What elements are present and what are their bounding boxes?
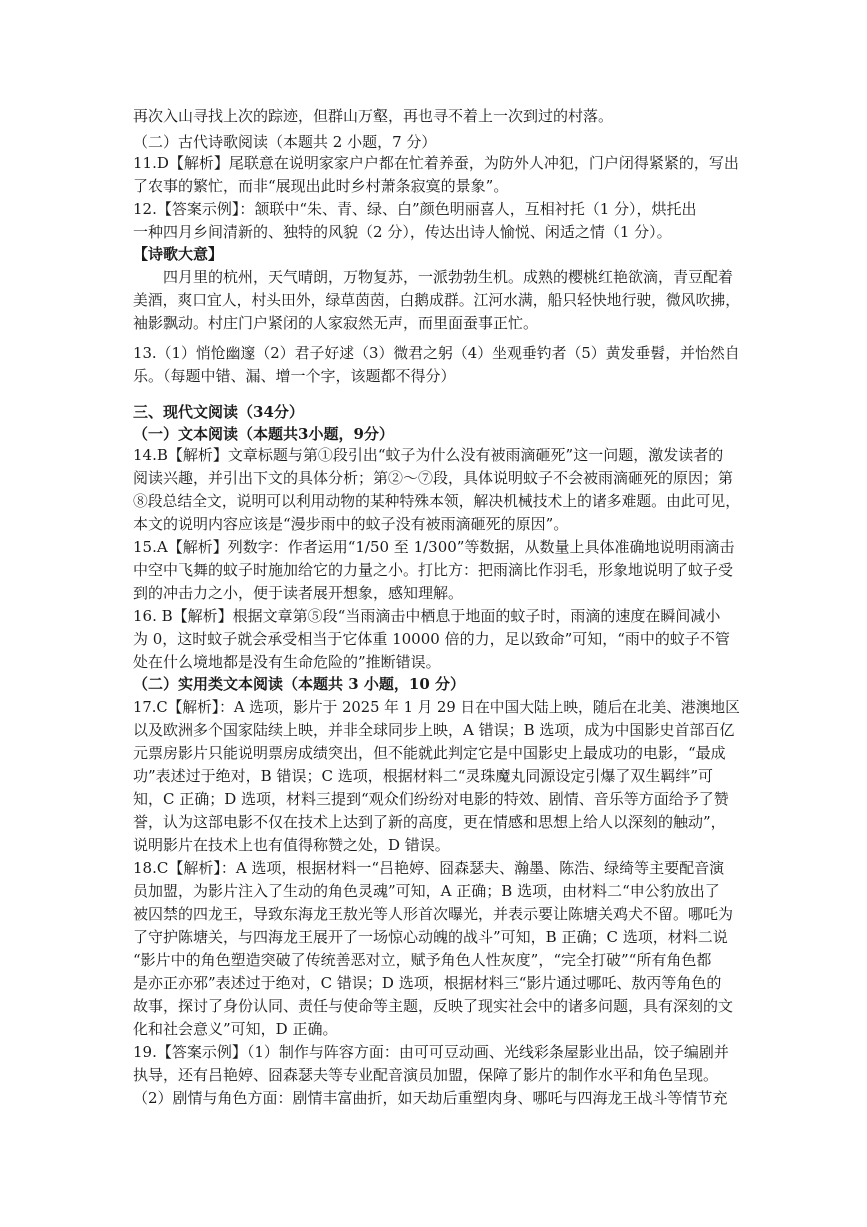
text-line: 以及欧洲多个国家陆续上映，并非全球同步上映，A 错误；B 选项，成为中国影史首部百亿 — [133, 721, 735, 739]
poem-summary-heading: 【诗歌大意】 — [133, 245, 224, 263]
text-line: 中空中飞舞的蚊子时施加给它的力量之小。打比方：把雨滴比作羽毛，形象地说明了蚊子受 — [133, 561, 734, 579]
text-line: 元票房影片只能说明票房成绩突出，但不能就此判定它是中国影史上最成功的电影，“最成 — [133, 744, 726, 762]
section-heading: （二）实用类文本阅读（本题共 3 小题，10 分） — [133, 675, 465, 693]
text-line: 17.C【解析】：A 选项，影片于 2025 年 1 月 29 日在中国大陆上映，随后在北美、港澳地区 — [133, 698, 740, 716]
text-line: 美酒，爽口宜人，村头田外，绿草茵茵，白鹅成群。江河水满，船只轻快地行驶，微风吹拂， — [133, 291, 741, 309]
text-line: 说明影片在技术上也有值得称赞之处，D 错误。 — [133, 836, 450, 854]
text-line: 13.（1）悄怆幽邃（2）君子好逑（3）微君之躬（4）坐观垂钓者（5）黄发垂髫，并怡然自 — [133, 344, 740, 362]
text-line: 19.【答案示例】（1）制作与阵容方面：由可可豆动画、光线彩条屋影业出品，饺子编剧并 — [133, 1043, 729, 1061]
text-line: 处在什么境地都是没有生命危险的”推断错误。 — [133, 653, 441, 671]
text-line: 誉，认为这部电影不仅在技术上达到了新的高度，更在情感和思想上给人以深刻的触动”， — [133, 813, 726, 831]
text-line: 14.B【解析】文章标题与第①段引出“蚊子为什么没有被雨滴砸死”这一问题，激发读者的 — [133, 446, 724, 464]
text-line: ⑧段总结全文，说明可以利用动物的某种特殊本领，解决机械技术上的诸多难题。由此可见， — [133, 492, 741, 510]
text-line: 乐。（每题中错、漏、增一个字，该题都不得分） — [133, 367, 456, 385]
text-line: 为 0，这时蚊子就会承受相当于它体重 10000 倍的力，足以致命”可知，“雨中的蚊子不管 — [133, 630, 730, 648]
text-line: 功”表述过于绝对，B 错误；C 选项，根据材料二“灵珠魔丸同源设定引爆了双生羁绊”可 — [133, 767, 714, 785]
section-heading: 三、现代文阅读（34分） — [133, 403, 304, 421]
text-line: 了守护陈塘关，与四海龙王展开了一场惊心动魄的战斗”可知，B 正确；C 选项，材料二说 — [133, 928, 728, 946]
section-heading: （二）古代诗歌阅读（本题共 2 小题，7 分） — [133, 133, 437, 151]
text-line: 16. B【解析】根据文章第⑤段“当雨滴击中栖息于地面的蚊子时，雨滴的速度在瞬间减小 — [133, 607, 721, 625]
text-line: 一种四月乡间清新的、独特的风貌（2 分），传达出诗人愉悦、闲适之情（1 分）。 — [133, 223, 672, 241]
text-line: 四月里的杭州，天气晴朗，万物复苏，一派勃勃生机。成熟的樱桃红艳欲滴，青豆配着 — [163, 268, 734, 286]
text-line: 11.D【解析】尾联意在说明家家户户都在忙着养蚕，为防外人冲犯，门户闭得紧紧的，写出 — [133, 154, 739, 172]
text-line: 故事，探讨了身份认同、责任与使命等主题，反映了现实社会中的诸多问题，具有深刻的文 — [133, 997, 734, 1015]
section-heading: （一）文本阅读（本题共3小题，9分） — [133, 425, 394, 443]
text-line: 员加盟，为影片注入了生动的角色灵魂”可知，A 正确；B 选项，由材料二“申公豹放出了 — [133, 882, 720, 900]
text-line: （2）剧情与角色方面：剧情丰富曲折，如天劫后重塑肉身、哪吒与四海龙王战斗等情节充 — [133, 1089, 728, 1107]
text-line: 是亦正亦邪”表述过于绝对，C 错误；D 选项，根据材料三“影片通过哪吒、敖丙等角色的 — [133, 974, 722, 992]
text-line: “影片中的角色塑造突破了传统善恶对立，赋予角色人性灰度”，“完全打破”“所有角色都 — [133, 951, 712, 969]
text-line: 知，C 正确；D 选项，材料三提到“观众们纷纷对电影的特效、剧情、音乐等方面给予了赞 — [133, 790, 729, 808]
text-line: 执导，还有吕艳婷、囧森瑟夫等专业配音演员加盟，保障了影片的制作水平和角色呈现。 — [133, 1066, 719, 1084]
text-line: 再次入山寻找上次的踪迹，但群山万壑，再也寻不着上一次到过的村落。 — [133, 107, 614, 125]
text-line: 18.C【解析】：A 选项，根据材料一“吕艳婷、囧森瑟夫、瀚墨、陈浩、绿绮等主要配音演 — [133, 859, 725, 877]
text-line: 了农事的繁忙，而非“展现出此时乡村萧条寂寞的景象”。 — [133, 177, 509, 195]
text-line: 12.【答案示例】：颔联中“朱、青、绿、白”颜色明丽喜人，互相衬托（1 分），烘托出 — [133, 200, 697, 218]
text-line: 被囚禁的四龙王，导致东海龙王敖光等人形首次曝光，并表示要让陈塘关鸡犬不留。哪吒为 — [133, 905, 734, 923]
text-line: 15.A【解析】列数字：作者运用“1/50 至 1/300”等数据，从数量上具体准确地说明雨滴击 — [133, 538, 735, 556]
text-line: 本文的说明内容应该是“漫步雨中的蚊子没有被雨滴砸死的原因”。 — [133, 515, 569, 533]
text-line: 袖影飘动。村庄门户紧闭的人家寂然无声，而里面蚕事正忙。 — [133, 314, 539, 332]
text-line: 到的冲击力之小，便于读者展开想象，感知理解。 — [133, 584, 464, 602]
text-line: 化和社会意义”可知，D 正确。 — [133, 1020, 338, 1038]
text-line: 阅读兴趣，并引出下文的具体分析；第②～⑦段，具体说明蚊子不会被雨滴砸死的原因；第 — [133, 469, 734, 487]
